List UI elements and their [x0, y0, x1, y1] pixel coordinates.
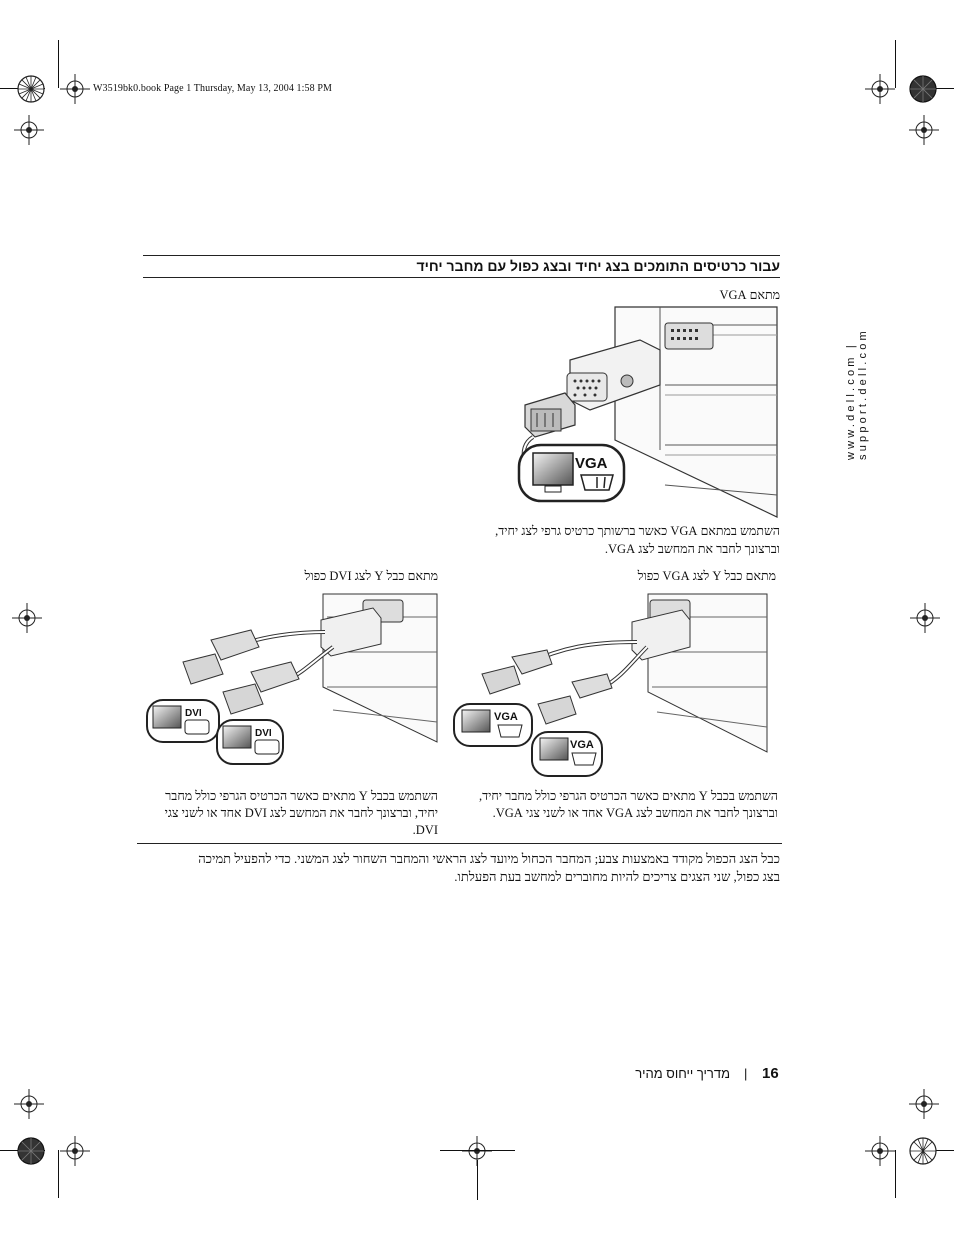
crop-mark [477, 1160, 478, 1200]
crop-mark [58, 1150, 59, 1198]
dual-dvi-caption-line3: DVI. [412, 823, 438, 837]
vga-badge-label: VGA [575, 455, 608, 472]
dvi-badge-label: DVI [185, 708, 202, 719]
registration-crosshair-icon [14, 1089, 44, 1119]
registration-crosshair-icon [12, 603, 42, 633]
crop-mark [440, 1150, 515, 1151]
dual-dvi-illustration [143, 592, 441, 772]
registration-crosshair-icon [14, 115, 44, 145]
dual-dvi-heading: מתאם כבל Y לצג DVI כפול [304, 569, 438, 583]
note-line1: כבל הצג הכפול מקודד באמצעות צבע; המחבר הכחול מיועד לצג הראשי והמחבר השחור לצג המשני. כדי להפעיל תמיכה [198, 851, 780, 866]
registration-crosshair-icon [910, 603, 940, 633]
registration-crosshair-icon [909, 1089, 939, 1119]
registration-wheel-icon [16, 74, 46, 104]
dual-vga-heading: מתאם כבל Y לצג VGA כפול [637, 569, 776, 583]
registration-crosshair-icon [909, 115, 939, 145]
crop-mark [895, 40, 896, 88]
print-header-note: W3519bk0.book Page 1 Thursday, May 13, 2004 1:58 PM [93, 83, 332, 94]
side-url: www.dell.com | support.dell.com [845, 328, 869, 460]
footer-guide-title: מדריך ייחוס מהיר [635, 1066, 730, 1081]
registration-wheel-icon [908, 1136, 938, 1166]
vga-badge-label: VGA [570, 739, 594, 751]
dual-vga-caption-line1: השתמש בכבל Y מתאים כאשר הכרטיס הגרפי כולל מחבר יחיד, [478, 789, 778, 803]
registration-wheel-icon [16, 1136, 46, 1166]
note-line2: בצג כפול, שני הצגים צריכים להיות מחוברים למחשב בעת הפעלתו. [454, 869, 780, 884]
footer-separator: | [744, 1066, 748, 1081]
registration-crosshair-icon [865, 1136, 895, 1166]
note-rule [137, 843, 782, 844]
crop-mark [895, 1150, 896, 1198]
registration-crosshair-icon [60, 74, 90, 104]
registration-wheel-icon [908, 74, 938, 104]
crop-mark [58, 40, 59, 88]
section-rule-top [143, 255, 780, 256]
vga-adapter-caption-line1: השתמש במתאם VGA כאשר ברשותך כרטיס גרפי לצג יחיד, [495, 524, 780, 538]
dual-vga-caption-line2: וברצונך לחבר את המחשב לצג VGA אחד או לשני צגי VGA. [492, 806, 778, 820]
section-rule-bottom [143, 277, 780, 278]
dvi-badge-label: DVI [255, 728, 272, 739]
dual-dvi-caption-line2: יחיד, וברצונך לחבר את המחשב לצג DVI אחד או לשני צגי [164, 806, 438, 820]
vga-adapter-illustration [515, 305, 780, 520]
vga-adapter-caption-line2: וברצונך לחבר את המחשב לצג VGA. [604, 542, 780, 556]
vga-adapter-heading: מתאם VGA [719, 288, 780, 302]
dual-vga-illustration [452, 592, 772, 782]
footer-page-number: 16 [762, 1065, 779, 1082]
vga-badge-label: VGA [494, 711, 518, 723]
section-title: עבור כרטיסים התומכים בצג יחיד ובצג כפול עם מחבר יחיד [416, 258, 780, 274]
dual-dvi-caption-line1: השתמש בכבל Y מתאים כאשר הכרטיס הגרפי כולל מחבר [165, 789, 438, 803]
registration-crosshair-icon [865, 74, 895, 104]
registration-crosshair-icon [60, 1136, 90, 1166]
